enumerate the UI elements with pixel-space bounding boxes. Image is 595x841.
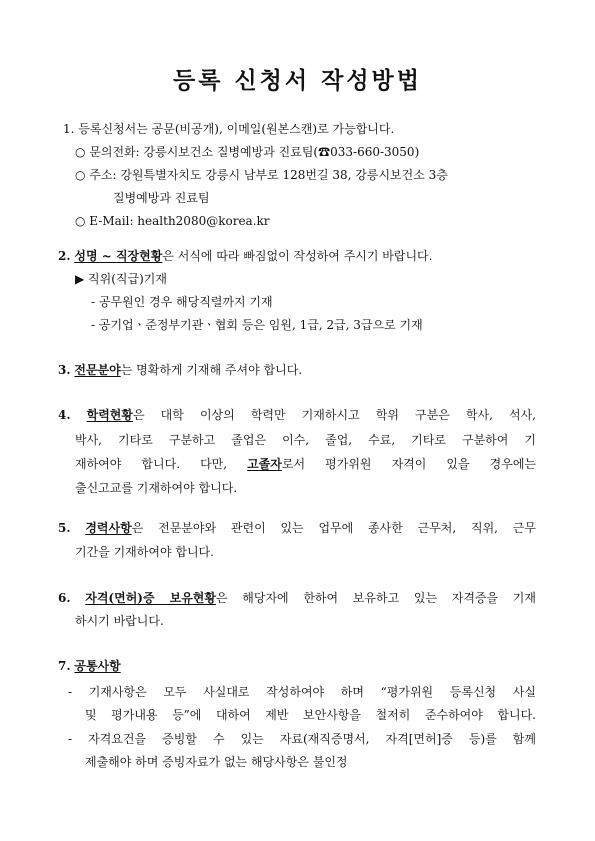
page-title: 등록 신청서 작성방법 (173, 67, 422, 94)
section-1-text: 등록신청서는 공문(비공개), 이메일(원본스캔)로 가능합니다. (78, 122, 395, 136)
contact-email: ○ E-Mail: health2080@korea.kr (75, 214, 270, 228)
section-7-item-2-line-2: 제출해야 하며 증빙자료가 없는 해당사항은 불인정 (85, 755, 348, 769)
section-7-item-1-line-2: 및 평가내용 등”에 대하여 제반 보안사항을 철저히 준수하여야 합니다. (85, 708, 536, 722)
section-2-sub-1: - 공무원인 경우 해당직렬까지 기재 (91, 295, 273, 309)
section-2-bullet: ▶ 직위(직급)기재 (75, 272, 167, 286)
section-6-line-2: 하시기 바랍니다. (75, 614, 164, 628)
section-4-number: 4. (58, 408, 71, 422)
section-5-number: 5. (58, 521, 71, 535)
section-6-number: 6. (58, 591, 71, 605)
contact-address-cont: 질병예방과 진료팀 (113, 191, 210, 205)
section-3-keyword: 전문분야 (74, 363, 121, 377)
section-4-keyword: 학력현황 (86, 408, 133, 422)
section-3-line (58, 362, 302, 378)
section-4-text-3a: 재하여야 합니다. 다만, (75, 457, 248, 471)
section-4-line-3 (75, 456, 536, 472)
section-5-text-1: 은 전문분야와 관련이 있는 업무에 종사한 근무처, 직위, 근무 (131, 521, 536, 535)
section-4-line-1 (58, 407, 536, 423)
section-4-keyword-2: 고졸자 (247, 457, 282, 471)
section-2-keyword: 성명 ~ 직장현황 (74, 249, 163, 263)
section-2-sub-2: - 공기업ㆍ준정부기관ㆍ협회 등은 임원, 1급, 2급, 3급으로 기재 (91, 318, 423, 332)
section-4-text-1: 은 대학 이상의 학력만 기재하시고 학위 구분은 학사, 석사, (133, 408, 536, 422)
section-4-line-2: 박사, 기타로 구분하고 졸업은 이수, 졸업, 수료, 기타로 구분하여 기 (75, 433, 536, 447)
section-1-number: 1. (63, 122, 75, 136)
section-5-line-1 (58, 520, 536, 536)
section-7-item-1-line-1: - 기재사항은 모두 사실대로 작성하여야 하며 “평가위원 등록신청 사실 (68, 685, 536, 699)
section-6-text-1: 은 해당자에 한하여 보유하고 있는 자격증을 기재 (215, 591, 536, 605)
contact-address: ○ 주소: 강원특별자치도 강릉시 남부로 128번길 38, 강릉시보건소 3층 (75, 168, 448, 182)
section-5-keyword: 경력사항 (85, 521, 132, 535)
section-3-text: 는 명확하게 기재해 주셔야 합니다. (120, 363, 303, 377)
section-2-text: 은 서식에 따라 빠짐없이 작성하여 주시기 바랍니다. (162, 249, 433, 263)
section-7-number: 7. (58, 659, 71, 673)
contact-phone: ○ 문의전화: 강릉시보건소 질병예방과 진료팀(☎033-660-3050) (75, 145, 420, 159)
section-7-keyword: 공통사항 (74, 659, 121, 673)
section-4-text-3b: 로서 평가위원 자격이 있을 경우에는 (281, 457, 537, 471)
section-3-number: 3. (58, 363, 71, 377)
section-5-line-2: 기간을 기재하여야 합니다. (75, 545, 214, 559)
section-4-line-4: 출신고교를 기재하여야 합니다. (75, 481, 238, 495)
section-6-keyword: 자격(면허)증 보유현황 (85, 591, 216, 605)
section-7-heading (58, 658, 121, 674)
section-1-line (63, 121, 394, 137)
section-6-line-1 (58, 590, 536, 606)
section-2-line (58, 248, 432, 264)
section-7-item-2-line-1: - 자격요건을 증빙할 수 있는 자료(재직증명서, 자격[면허]증 등)를 함께 (68, 732, 536, 746)
section-2-number: 2. (58, 249, 71, 263)
